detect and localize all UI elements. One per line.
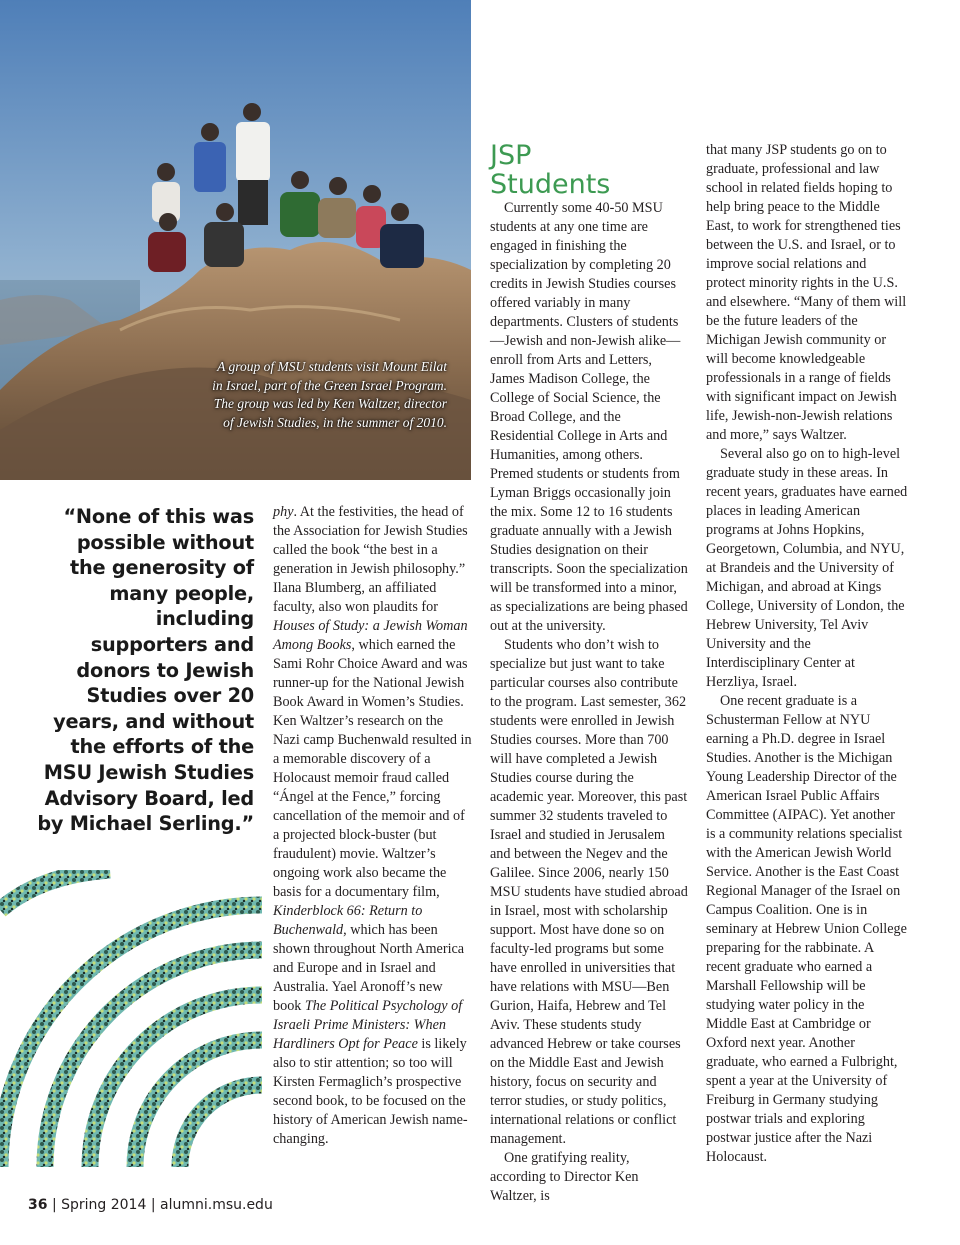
group-photo — [0, 0, 471, 480]
column1-book-title-2: The Political Psychology of Israeli Prime Ministers: When Hardliners Opt for Peace — [273, 998, 463, 1052]
pull-quote: “None of this was possible without the generosity of many people, including supporters and donors to Jewish Studies over 20 years, and without the efforts of the MSU Jewish Studies Advisory Board, led by Michael Serling.” — [37, 505, 254, 836]
website-link[interactable]: alumni.msu.edu — [160, 1197, 273, 1213]
column2-paragraph-2: Students who don’t wish to specialize but just want to take particular courses also contribute to the program. Last semester, 362 students were enrolled in Jewish Studies courses. More than 700 will have completed a Jewish Studies course during the academic year. Moreover, this past summer 32 students traveled to Israel and studied in Jerusalem and between the Negev and the Galilee. Since 2006, nearly 150 MSU students have studied abroad in Israel, most with scholarship support. Most have done so on faculty-led programs but some have enrolled in universities that have relations with MSU—Ben Gurion, Haifa, Hebrew and Tel Aviv. These students study advanced Hebrew or take courses on the Middle East and Jewish history, focus on security and terror studies, or study politics, international relations or conflict management. — [490, 637, 688, 1147]
body-column-1 — [273, 503, 473, 1149]
page-number: 36 — [28, 1197, 48, 1213]
column3-paragraph-3: One recent graduate is a Schusterman Fellow at NYU earning a Ph.D. degree in Israel Studies. Another is the Michigan Young Leadership Director of the American Israel Public Affairs Committee (AIPAC). Yet another is a community relations specialist with the American Jewish World Service. Another is the East Coast Regional Manager of the Israel on Campus Coalition. One is in seminary at Hebrew Union College preparing for the rabbinate. A recent graduate who earned a Marshall Fellowship will be studying water policy in the Middle East at Cambridge or Oxford next year. Another graduate, who earned a Fulbright, spent a year at the University of Freiburg in Germany studying postwar trials and exploring postwar justice after the Nazi Holocaust. — [706, 693, 907, 1165]
decorative-arcs-graphic — [0, 870, 268, 1200]
footer-separator: | — [51, 1197, 57, 1213]
column1-film-title: Kinderblock 66: Return to Buchenwald — [273, 903, 423, 938]
column1-text-b: . At the festivities, the head of the Association for Jewish Studies called the book “the best in a generation in Jewish philosophy.” Ilana Blumberg, an affiliated faculty, also won plaudits for — [273, 504, 468, 615]
section-heading — [490, 141, 610, 199]
body-column-2 — [490, 199, 688, 1206]
issue-label: Spring 2014 — [61, 1197, 147, 1213]
column2-paragraph-1: Currently some 40-50 MSU students at any one time are engaged in finishing the specialization by completing 20 credits in Jewish Studies courses offered variably in many departments. Clusters of students—Jewish and non-Jewish alike—enroll from Arts and Letters, James Madison College, the College of Social Science, the Broad College, and the Residential College in Arts and Humanities, among others. Premed students or students from Lyman Briggs occasionally join the mix. Some 12 to 16 students graduate annually with a Jewish Studies designation on their transcripts. Soon the specialization will be transformed into a minor, as specializations are being phased out at the university. — [490, 200, 688, 634]
body-column-3 — [706, 141, 908, 1167]
column1-paragraph — [273, 503, 473, 1149]
column2-paragraph-3: One gratifying reality, according to Director Ken Waltzer, is — [490, 1150, 639, 1204]
footer-separator: | — [150, 1197, 156, 1213]
column1-book-title-1: Houses of Study: a Jewish Woman Among Books — [273, 618, 468, 653]
column3-paragraph-2: Several also go on to high-level graduate study in these areas. In recent years, graduates have earned places in leading American programs at Johns Hopkins, Georgetown, Columbia, and NYU, at Brandeis and the University of Michigan, and abroad at Kings College, University of London, the Hebrew University, Tel Aviv University and the Interdisciplinary Center at Herzliya, Israel. — [706, 446, 908, 690]
column1-text-d: , which earned the Sami Rohr Choice Award and was runner-up for the National Jewish Book Award in Women’s Studies. Ken Waltzer’s research on the Nazi camp Buchenwald resulted in a memorable discovery of a Holocaust memoir fraud called “Ángel at the Fence,” forcing cancellation of the memoir and of a projected block-buster (but fraudulent) movie. Waltzer’s ongoing work also became the basis for a documentary film, — [273, 637, 472, 900]
photo-caption: A group of MSU students visit Mount Eilat in Israel, part of the Green Israel Program. The group was led by Ken Waltzer, director of Jewish Studies, in the summer of 2010. — [212, 359, 447, 430]
column1-text-a: phy — [273, 504, 294, 520]
page-footer — [28, 1197, 273, 1213]
column1-text-h: is likely also to stir attention; so too will Kirsten Fermaglich’s prospective second book, to be focused on the history of American Jewish name-changing. — [273, 1036, 468, 1147]
section-heading-line1: JSP — [490, 140, 532, 171]
column3-paragraph-1: that many JSP students go on to graduate, professional and law school in related fields hoping to help bring peace to the Middle East, to work for strengthened ties between the U.S. and Israel, or to improve social relations and protect minority rights in the U.S. and elsewhere. “Many of them will be the future leaders of the Michigan Jewish community or will become knowledgeable professionals in a range of fields with significant impact on Jewish life, Jewish-non-Jewish relations and more,” says Waltzer. — [706, 142, 907, 443]
section-heading-line2: Students — [490, 169, 611, 200]
column1-text-f: , which has been shown throughout North America and Europe and in Israel and Australia. Yael Aronoff’s new book — [273, 922, 465, 1014]
